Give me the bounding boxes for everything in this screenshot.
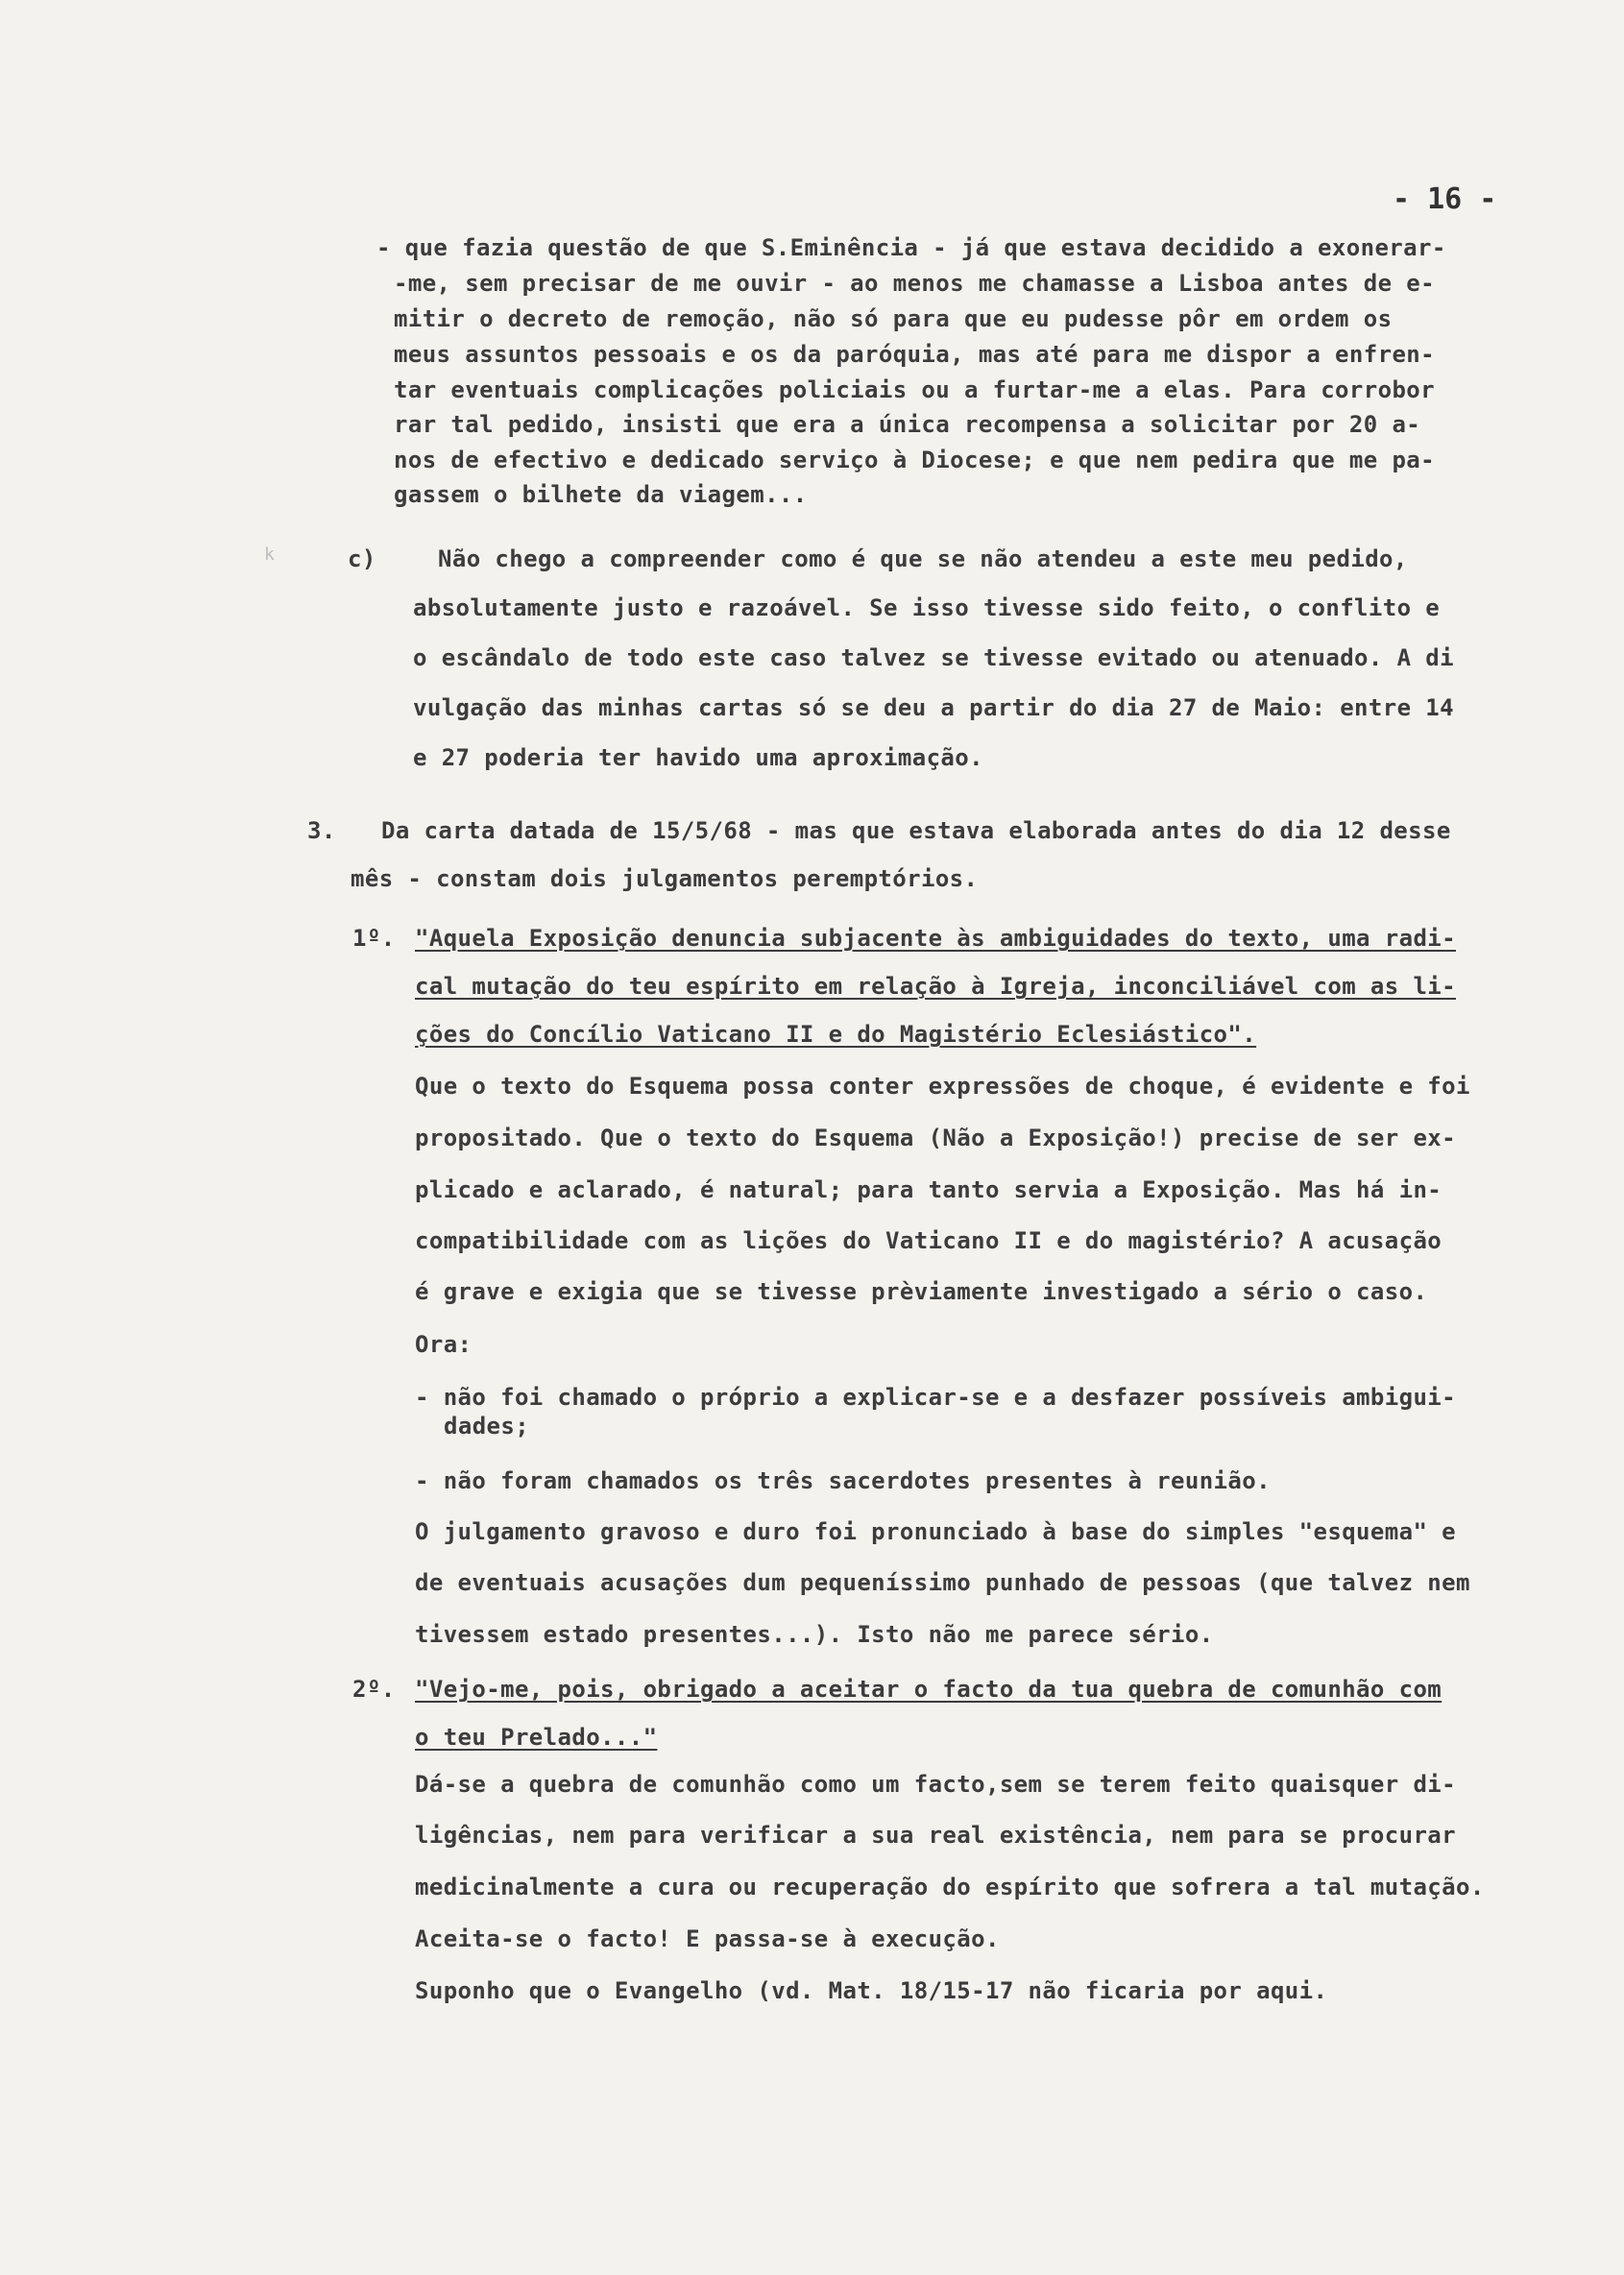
- text-line: tivessem estado presentes...). Isto não me parece sério.: [415, 1621, 1214, 1648]
- text-line: de eventuais acusações dum pequeníssimo punhado de pessoas (que talvez nem: [415, 1569, 1470, 1596]
- text-line: gassem o bilhete da viagem...: [394, 481, 808, 508]
- text-line: ligências, nem para verificar a sua real existência, nem para se procurar: [415, 1822, 1456, 1849]
- text-line: Não chego a compreender como é que se não atendeu a este meu pedido,: [438, 545, 1408, 572]
- text-line: mitir o decreto de remoção, não só para que eu pudesse pôr em ordem os: [394, 305, 1393, 332]
- text-line: Da carta datada de 15/5/68 - mas que estava elaborada antes do dia 12 desse: [381, 817, 1451, 844]
- page-number: - 16 -: [1393, 182, 1497, 216]
- list-item-continuation: dades;: [444, 1413, 530, 1440]
- text-line: plicado e aclarado, é natural; para tanto servia a Exposição. Mas há in-: [415, 1176, 1442, 1203]
- quotation-line: o teu Prelado...": [415, 1724, 658, 1751]
- text-line: - que fazia questão de que S.Eminência - já que estava decidido a exonerar-: [376, 234, 1446, 261]
- text-line: nos de efectivo e dedicado serviço à Diocese; e que nem pedira que me pa-: [394, 447, 1435, 473]
- text-line: -me, sem precisar de me ouvir - ao menos me chamasse a Lisboa antes de e-: [394, 270, 1435, 297]
- list-item: - não foi chamado o próprio a explicar-se e a desfazer possíveis ambigui-: [415, 1384, 1456, 1411]
- item-label-1: 1º.: [352, 925, 396, 952]
- list-item: - não foram chamados os três sacerdotes presentes à reunião.: [415, 1467, 1271, 1494]
- text-line: vulgação das minhas cartas só se deu a partir do dia 27 de Maio: entre 14: [413, 694, 1454, 721]
- text-line: medicinalmente a cura ou recuperação do espírito que sofrera a tal mutação.: [415, 1874, 1485, 1900]
- text-line: rar tal pedido, insisti que era a única recompensa a solicitar por 20 a-: [394, 411, 1421, 438]
- text-line: propositado. Que o texto do Esquema (Não a Exposição!) precise de ser ex-: [415, 1125, 1456, 1151]
- text-line: Que o texto do Esquema possa conter expressões de choque, é evidente e foi: [415, 1073, 1470, 1100]
- quotation-line: "Vejo-me, pois, obrigado a aceitar o facto da tua quebra de comunhão com: [415, 1676, 1442, 1703]
- margin-mark: k: [264, 545, 275, 565]
- text-line: absolutamente justo e razoável. Se isso tivesse sido feito, o conflito e: [413, 594, 1441, 621]
- quotation-line: "Aquela Exposição denuncia subjacente às ambiguidades do texto, uma radi-: [415, 925, 1456, 952]
- text-line: mês - constam dois julgamentos peremptórios.: [351, 865, 979, 892]
- quotation-line: cal mutação do teu espírito em relação à Igreja, inconciliável com as li-: [415, 973, 1456, 1000]
- text-line: compatibilidade com as lições do Vaticano II e do magistério? A acusação: [415, 1227, 1442, 1254]
- item-label-3: 3.: [307, 817, 336, 844]
- text-line: o escândalo de todo este caso talvez se tivesse evitado ou atenuado. A di: [413, 644, 1454, 671]
- text-line: tar eventuais complicações policiais ou a furtar-me a elas. Para corrobor: [394, 376, 1435, 403]
- item-label-c: c): [348, 545, 376, 572]
- text-line: meus assuntos pessoais e os da paróquia, mas até para me dispor a enfren-: [394, 341, 1435, 368]
- text-line: Ora:: [415, 1331, 473, 1358]
- quotation-line: ções do Concílio Vaticano II e do Magistério Eclesiástico".: [415, 1021, 1257, 1048]
- text-line: O julgamento gravoso e duro foi pronunciado à base do simples "esquema" e: [415, 1518, 1456, 1545]
- text-line: e 27 poderia ter havido uma aproximação.: [413, 744, 983, 771]
- text-line: Aceita-se o facto! E passa-se à execução.: [415, 1925, 1000, 1952]
- text-line: é grave e exigia que se tivesse prèviamente investigado a sério o caso.: [415, 1278, 1428, 1305]
- text-line: Dá-se a quebra de comunhão como um facto,sem se terem feito quaisquer di-: [415, 1771, 1456, 1798]
- item-label-2: 2º.: [352, 1676, 396, 1703]
- text-line: Suponho que o Evangelho (vd. Mat. 18/15-17 não ficaria por aqui.: [415, 1977, 1328, 2004]
